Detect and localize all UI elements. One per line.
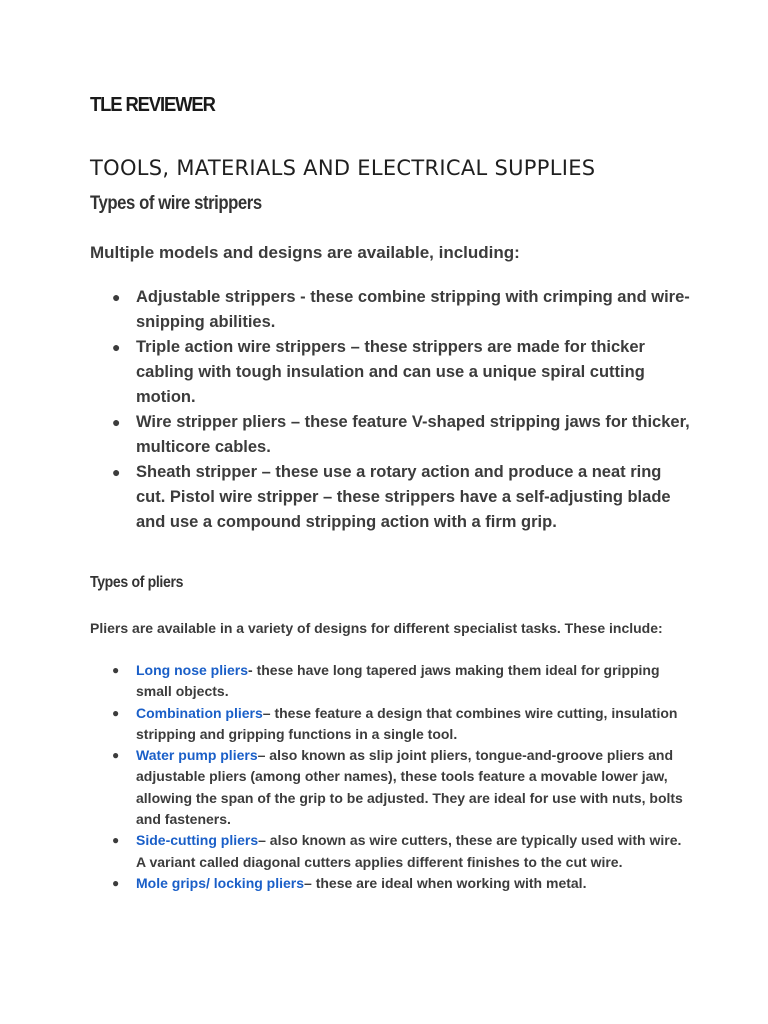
wire-strippers-heading: Types of wire strippers xyxy=(90,193,262,214)
list-item-text: Sheath stripper – these use a rotary action and produce a neat ring cut. Pistol wire stripper – these strippers have a self-adjusting blade and use a compound stripping action with a firm grip. xyxy=(136,463,671,531)
list-item xyxy=(110,335,690,410)
side-cutting-pliers-link[interactable]: Side-cutting pliers xyxy=(136,832,259,849)
wire-strippers-intro: Multiple models and designs are available, including: xyxy=(90,243,520,262)
list-item-text: – these feature a design that combines wire cutting, insulation stripping and gripping functions in a single tool. xyxy=(136,704,678,742)
list-item-text: Adjustable strippers - these combine stripping with crimping and wire-snipping abilities. xyxy=(136,288,690,331)
list-item-text: – also known as slip joint pliers, tongue-and-groove pliers and adjustable pliers (among other names), these tools feature a movable lower jaw, allowing the span of the grip to be adjusted. They are ideal for use with nuts, bolts and fasteners. xyxy=(136,747,683,828)
list-item xyxy=(110,745,690,830)
list-item xyxy=(110,660,690,703)
bullet-icon: ● xyxy=(112,414,121,430)
list-item-text: Wire stripper pliers – these feature V-shaped stripping jaws for thicker, multicore cables. xyxy=(136,413,690,456)
bullet-icon: ● xyxy=(112,705,120,720)
long-nose-pliers-link[interactable]: Long nose pliers xyxy=(136,662,249,678)
bullet-icon: ● xyxy=(112,875,120,890)
bullet-icon: ● xyxy=(112,289,121,305)
bullet-icon: ● xyxy=(112,464,121,480)
list-item xyxy=(110,285,690,335)
section-heading: TOOLS, MATERIALS AND ELECTRICAL SUPPLIES xyxy=(90,156,596,180)
list-item-text: Triple action wire strippers – these strippers are made for thicker cabling with tough insulation and can use a unique spiral cutting motion. xyxy=(136,338,645,406)
pliers-list xyxy=(110,660,690,894)
list-item xyxy=(110,830,690,873)
list-item xyxy=(110,703,690,746)
list-item-text: - these have long tapered jaws making them ideal for gripping small objects. xyxy=(136,662,660,700)
document-title: TLE REVIEWER xyxy=(90,94,215,116)
combination-pliers-link[interactable]: Combination pliers xyxy=(136,704,263,721)
wire-strippers-list xyxy=(110,285,690,535)
water-pump-pliers-link[interactable]: Water pump pliers xyxy=(136,747,258,764)
bullet-icon: ● xyxy=(112,833,120,848)
list-item-text: – these are ideal when working with metal. xyxy=(304,874,587,891)
bullet-icon: ● xyxy=(112,339,121,355)
pliers-intro: Pliers are available in a variety of designs for different specialist tasks. These include: xyxy=(90,620,663,636)
list-item-text: – also known as wire cutters, these are typically used with wire. A variant called diagonal cutters applies different finishes to the cut wire. xyxy=(136,832,682,870)
list-item xyxy=(110,410,690,460)
list-item xyxy=(110,460,690,535)
list-item xyxy=(110,873,690,894)
pliers-heading: Types of pliers xyxy=(90,574,184,591)
bullet-icon: ● xyxy=(112,748,120,763)
bullet-icon: ● xyxy=(112,663,120,677)
mole-grips-link[interactable]: Mole grips/ locking pliers xyxy=(136,874,305,891)
